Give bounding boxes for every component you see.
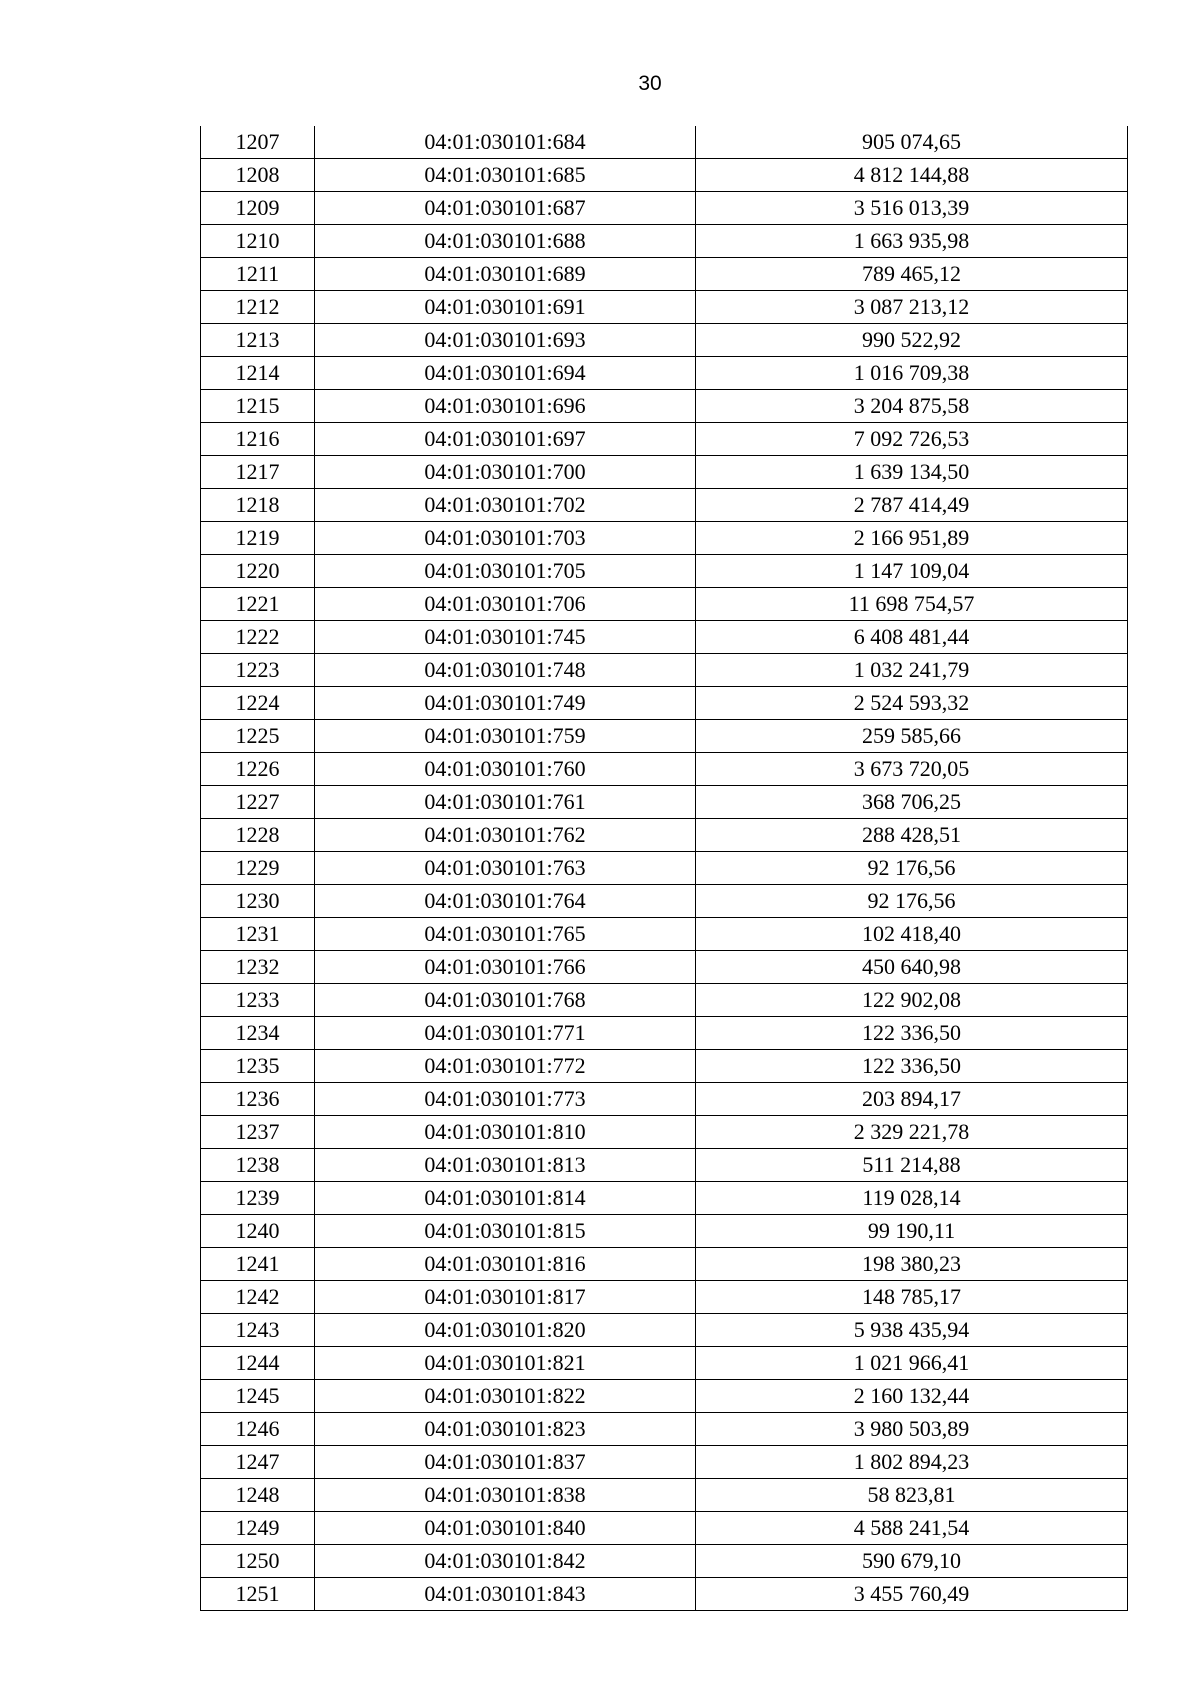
cadastral-value-cell: 119 028,14 <box>696 1182 1128 1215</box>
row-number-cell: 1251 <box>201 1578 315 1611</box>
row-number-cell: 1232 <box>201 951 315 984</box>
row-number-cell: 1217 <box>201 456 315 489</box>
cadastral-number-cell: 04:01:030101:762 <box>315 819 696 852</box>
row-number-cell: 1209 <box>201 192 315 225</box>
cadastral-value-cell: 990 522,92 <box>696 324 1128 357</box>
row-number-cell: 1222 <box>201 621 315 654</box>
row-number-cell: 1237 <box>201 1116 315 1149</box>
table-row <box>201 654 1128 687</box>
row-number-cell: 1223 <box>201 654 315 687</box>
row-number-cell: 1235 <box>201 1050 315 1083</box>
row-number-cell: 1234 <box>201 1017 315 1050</box>
table-row <box>201 1479 1128 1512</box>
row-number-cell: 1241 <box>201 1248 315 1281</box>
row-number-cell: 1213 <box>201 324 315 357</box>
cadastral-value-cell: 122 902,08 <box>696 984 1128 1017</box>
cadastral-value-cell: 511 214,88 <box>696 1149 1128 1182</box>
cadastral-value-cell: 203 894,17 <box>696 1083 1128 1116</box>
table-row <box>201 357 1128 390</box>
cadastral-value-cell: 2 787 414,49 <box>696 489 1128 522</box>
cadastral-number-cell: 04:01:030101:820 <box>315 1314 696 1347</box>
row-number-cell: 1236 <box>201 1083 315 1116</box>
cadastral-number-cell: 04:01:030101:816 <box>315 1248 696 1281</box>
table-row <box>201 588 1128 621</box>
cadastral-value-cell: 2 524 593,32 <box>696 687 1128 720</box>
cadastral-number-cell: 04:01:030101:706 <box>315 588 696 621</box>
row-number-cell: 1246 <box>201 1413 315 1446</box>
cadastral-value-cell: 3 980 503,89 <box>696 1413 1128 1446</box>
row-number-cell: 1220 <box>201 555 315 588</box>
cadastral-value-cell: 3 455 760,49 <box>696 1578 1128 1611</box>
cadastral-value-cell: 122 336,50 <box>696 1050 1128 1083</box>
row-number-cell: 1215 <box>201 390 315 423</box>
page-number: 30 <box>638 72 662 95</box>
cadastral-number-cell: 04:01:030101:764 <box>315 885 696 918</box>
row-number-cell: 1229 <box>201 852 315 885</box>
row-number-cell: 1224 <box>201 687 315 720</box>
table-row <box>201 1545 1128 1578</box>
cadastral-number-cell: 04:01:030101:705 <box>315 555 696 588</box>
row-number-cell: 1249 <box>201 1512 315 1545</box>
cadastral-value-cell: 5 938 435,94 <box>696 1314 1128 1347</box>
row-number-cell: 1242 <box>201 1281 315 1314</box>
row-number-cell: 1210 <box>201 225 315 258</box>
cadastral-value-cell: 1 016 709,38 <box>696 357 1128 390</box>
cadastral-number-cell: 04:01:030101:814 <box>315 1182 696 1215</box>
cadastral-value-cell: 122 336,50 <box>696 1017 1128 1050</box>
table-row <box>201 1380 1128 1413</box>
table-row <box>201 1512 1128 1545</box>
cadastral-value-cell: 6 408 481,44 <box>696 621 1128 654</box>
cadastral-number-cell: 04:01:030101:763 <box>315 852 696 885</box>
table-row <box>201 1083 1128 1116</box>
cadastral-value-cell: 1 802 894,23 <box>696 1446 1128 1479</box>
cadastral-value-cell: 905 074,65 <box>696 126 1128 159</box>
table-row <box>201 885 1128 918</box>
row-number-cell: 1227 <box>201 786 315 819</box>
table-row <box>201 258 1128 291</box>
cadastral-number-cell: 04:01:030101:761 <box>315 786 696 819</box>
row-number-cell: 1239 <box>201 1182 315 1215</box>
cadastral-value-cell: 2 160 132,44 <box>696 1380 1128 1413</box>
table-row <box>201 1215 1128 1248</box>
cadastral-number-cell: 04:01:030101:817 <box>315 1281 696 1314</box>
cadastral-number-cell: 04:01:030101:772 <box>315 1050 696 1083</box>
cadastral-value-cell: 2 329 221,78 <box>696 1116 1128 1149</box>
cadastral-number-cell: 04:01:030101:689 <box>315 258 696 291</box>
cadastral-value-cell: 4 588 241,54 <box>696 1512 1128 1545</box>
table-row <box>201 852 1128 885</box>
row-number-cell: 1208 <box>201 159 315 192</box>
table-row <box>201 1182 1128 1215</box>
cadastral-number-cell: 04:01:030101:703 <box>315 522 696 555</box>
table-row <box>201 984 1128 1017</box>
row-number-cell: 1245 <box>201 1380 315 1413</box>
cadastral-number-cell: 04:01:030101:821 <box>315 1347 696 1380</box>
table-row <box>201 1281 1128 1314</box>
cadastral-value-cell: 198 380,23 <box>696 1248 1128 1281</box>
table-row <box>201 1116 1128 1149</box>
row-number-cell: 1238 <box>201 1149 315 1182</box>
table-row <box>201 159 1128 192</box>
cadastral-number-cell: 04:01:030101:684 <box>315 126 696 159</box>
cadastral-number-cell: 04:01:030101:687 <box>315 192 696 225</box>
row-number-cell: 1219 <box>201 522 315 555</box>
row-number-cell: 1207 <box>201 126 315 159</box>
row-number-cell: 1221 <box>201 588 315 621</box>
cadastral-number-cell: 04:01:030101:810 <box>315 1116 696 1149</box>
cadastral-value-cell: 368 706,25 <box>696 786 1128 819</box>
cadastral-number-cell: 04:01:030101:702 <box>315 489 696 522</box>
table-row <box>201 1050 1128 1083</box>
table-row <box>201 1314 1128 1347</box>
row-number-cell: 1233 <box>201 984 315 1017</box>
cadastral-value-cell: 1 032 241,79 <box>696 654 1128 687</box>
cadastral-number-cell: 04:01:030101:842 <box>315 1545 696 1578</box>
cadastral-value-cell: 148 785,17 <box>696 1281 1128 1314</box>
cadastral-value-cell: 450 640,98 <box>696 951 1128 984</box>
cadastral-number-cell: 04:01:030101:822 <box>315 1380 696 1413</box>
row-number-cell: 1244 <box>201 1347 315 1380</box>
row-number-cell: 1226 <box>201 753 315 786</box>
row-number-cell: 1218 <box>201 489 315 522</box>
table-row <box>201 456 1128 489</box>
cadastral-number-cell: 04:01:030101:815 <box>315 1215 696 1248</box>
cadastral-number-cell: 04:01:030101:688 <box>315 225 696 258</box>
cadastral-value-table <box>200 126 1128 1611</box>
cadastral-number-cell: 04:01:030101:766 <box>315 951 696 984</box>
table-row <box>201 1446 1128 1479</box>
cadastral-value-cell: 102 418,40 <box>696 918 1128 951</box>
row-number-cell: 1216 <box>201 423 315 456</box>
cadastral-number-cell: 04:01:030101:700 <box>315 456 696 489</box>
table-row <box>201 555 1128 588</box>
row-number-cell: 1240 <box>201 1215 315 1248</box>
table-row <box>201 951 1128 984</box>
cadastral-number-cell: 04:01:030101:693 <box>315 324 696 357</box>
table-row <box>201 786 1128 819</box>
row-number-cell: 1250 <box>201 1545 315 1578</box>
cadastral-value-cell: 3 087 213,12 <box>696 291 1128 324</box>
row-number-cell: 1214 <box>201 357 315 390</box>
row-number-cell: 1247 <box>201 1446 315 1479</box>
table-row <box>201 126 1128 159</box>
cadastral-value-cell: 3 204 875,58 <box>696 390 1128 423</box>
table-row <box>201 390 1128 423</box>
table-row <box>201 1347 1128 1380</box>
cadastral-number-cell: 04:01:030101:843 <box>315 1578 696 1611</box>
row-number-cell: 1230 <box>201 885 315 918</box>
row-number-cell: 1248 <box>201 1479 315 1512</box>
cadastral-value-cell: 92 176,56 <box>696 852 1128 885</box>
cadastral-number-cell: 04:01:030101:771 <box>315 1017 696 1050</box>
cadastral-value-cell: 11 698 754,57 <box>696 588 1128 621</box>
table-row <box>201 489 1128 522</box>
cadastral-number-cell: 04:01:030101:745 <box>315 621 696 654</box>
cadastral-number-cell: 04:01:030101:813 <box>315 1149 696 1182</box>
table-row <box>201 192 1128 225</box>
cadastral-number-cell: 04:01:030101:765 <box>315 918 696 951</box>
table-row <box>201 753 1128 786</box>
cadastral-value-cell: 1 147 109,04 <box>696 555 1128 588</box>
cadastral-number-cell: 04:01:030101:823 <box>315 1413 696 1446</box>
table-row <box>201 423 1128 456</box>
cadastral-number-cell: 04:01:030101:697 <box>315 423 696 456</box>
cadastral-value-cell: 1 639 134,50 <box>696 456 1128 489</box>
cadastral-number-cell: 04:01:030101:749 <box>315 687 696 720</box>
cadastral-value-cell: 590 679,10 <box>696 1545 1128 1578</box>
table-body <box>201 126 1128 1611</box>
cadastral-number-cell: 04:01:030101:748 <box>315 654 696 687</box>
cadastral-value-cell: 4 812 144,88 <box>696 159 1128 192</box>
table-row <box>201 1017 1128 1050</box>
cadastral-number-cell: 04:01:030101:694 <box>315 357 696 390</box>
cadastral-number-cell: 04:01:030101:838 <box>315 1479 696 1512</box>
table-row <box>201 687 1128 720</box>
cadastral-number-cell: 04:01:030101:768 <box>315 984 696 1017</box>
cadastral-value-cell: 99 190,11 <box>696 1215 1128 1248</box>
cadastral-number-cell: 04:01:030101:840 <box>315 1512 696 1545</box>
table-row <box>201 225 1128 258</box>
table-row <box>201 1149 1128 1182</box>
cadastral-value-cell: 7 092 726,53 <box>696 423 1128 456</box>
table-row <box>201 720 1128 753</box>
row-number-cell: 1231 <box>201 918 315 951</box>
row-number-cell: 1211 <box>201 258 315 291</box>
cadastral-value-cell: 1 021 966,41 <box>696 1347 1128 1380</box>
table-row <box>201 918 1128 951</box>
table-row <box>201 1578 1128 1611</box>
table-row <box>201 324 1128 357</box>
cadastral-value-cell: 3 673 720,05 <box>696 753 1128 786</box>
cadastral-number-cell: 04:01:030101:685 <box>315 159 696 192</box>
cadastral-number-cell: 04:01:030101:691 <box>315 291 696 324</box>
cadastral-value-cell: 259 585,66 <box>696 720 1128 753</box>
cadastral-number-cell: 04:01:030101:773 <box>315 1083 696 1116</box>
cadastral-value-cell: 92 176,56 <box>696 885 1128 918</box>
cadastral-value-cell: 288 428,51 <box>696 819 1128 852</box>
table-row <box>201 819 1128 852</box>
cadastral-value-cell: 58 823,81 <box>696 1479 1128 1512</box>
table-row <box>201 1413 1128 1446</box>
table-row <box>201 291 1128 324</box>
cadastral-value-cell: 3 516 013,39 <box>696 192 1128 225</box>
cadastral-value-cell: 2 166 951,89 <box>696 522 1128 555</box>
row-number-cell: 1228 <box>201 819 315 852</box>
row-number-cell: 1212 <box>201 291 315 324</box>
cadastral-number-cell: 04:01:030101:837 <box>315 1446 696 1479</box>
table-row <box>201 522 1128 555</box>
cadastral-number-cell: 04:01:030101:759 <box>315 720 696 753</box>
table-row <box>201 621 1128 654</box>
cadastral-number-cell: 04:01:030101:696 <box>315 390 696 423</box>
row-number-cell: 1225 <box>201 720 315 753</box>
cadastral-number-cell: 04:01:030101:760 <box>315 753 696 786</box>
row-number-cell: 1243 <box>201 1314 315 1347</box>
table-row <box>201 1248 1128 1281</box>
cadastral-value-cell: 789 465,12 <box>696 258 1128 291</box>
cadastral-value-cell: 1 663 935,98 <box>696 225 1128 258</box>
